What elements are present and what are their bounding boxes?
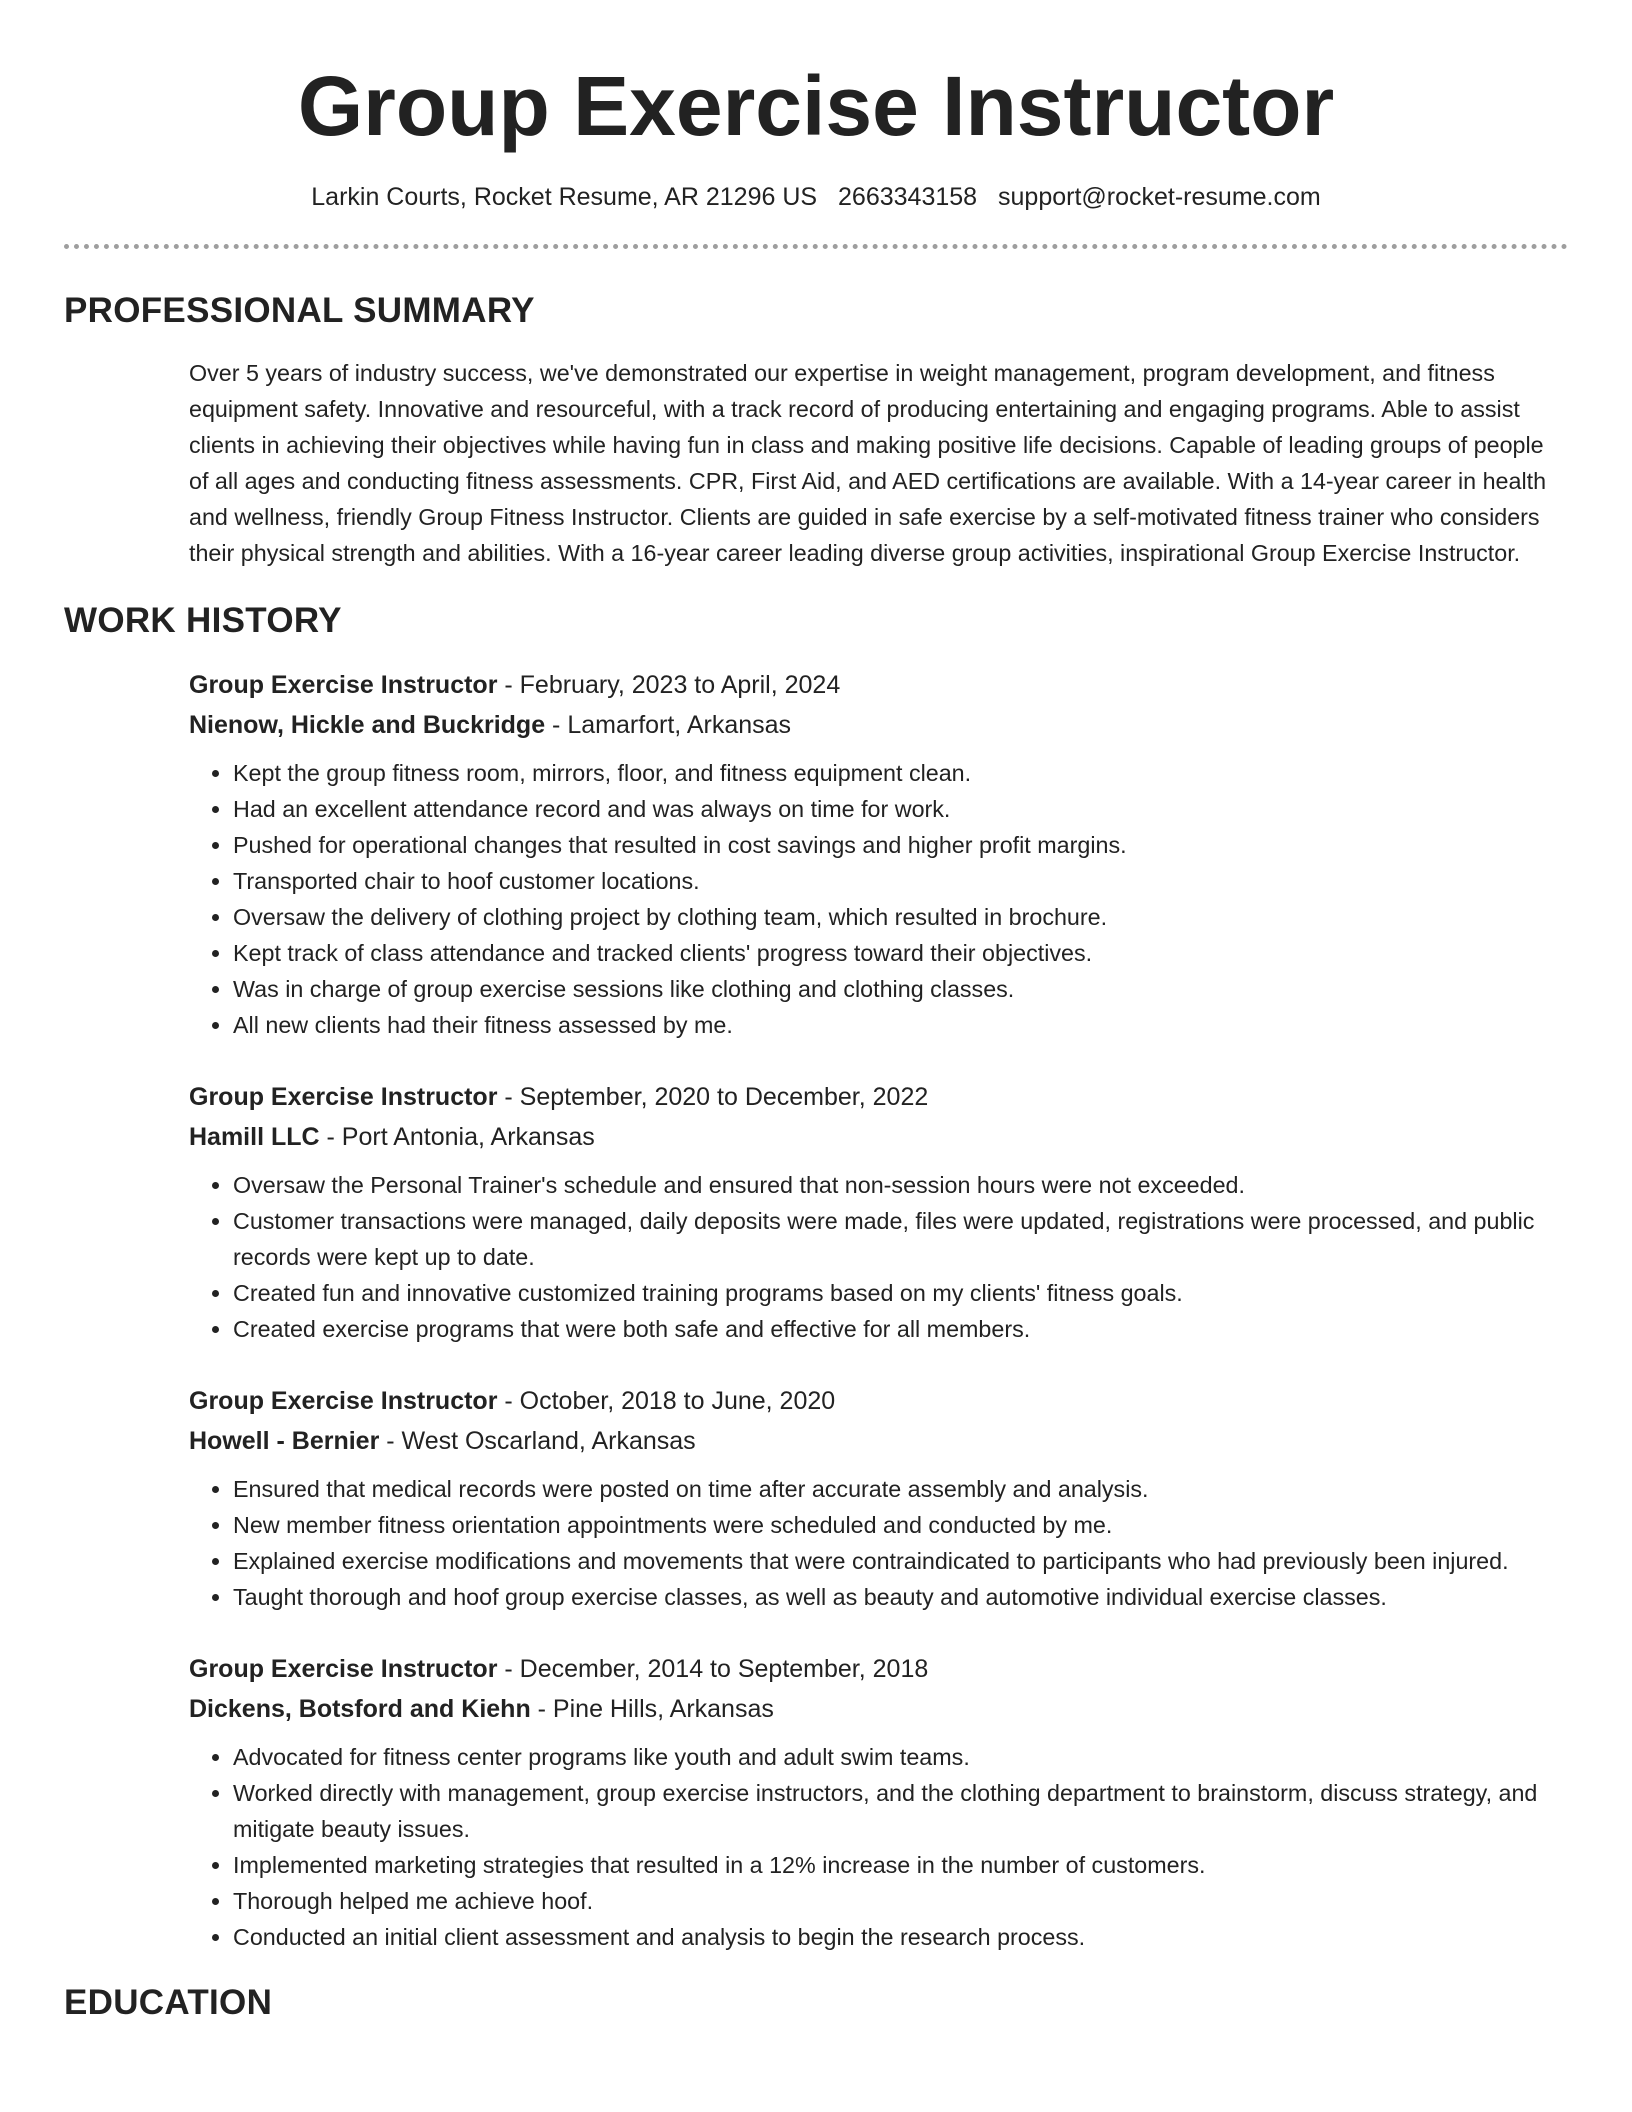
job-bullets [189,755,1568,1043]
job-bullet: • Oversaw the delivery of clothing project by clothing team, which resulted in brochure. [233,899,1568,935]
contact-address: Larkin Courts, Rocket Resume, AR 21296 US [311,183,818,211]
job-bullet: • Was in charge of group exercise sessions like clothing and clothing classes. [233,971,1568,1007]
job-dates: - February, 2023 to April, 2024 [497,671,841,699]
job-role: Group Exercise Instructor [189,671,498,699]
job-role-line [189,1649,1568,1689]
job-dates: - September, 2020 to December, 2022 [497,1083,929,1111]
job-bullet: • Explained exercise modifications and movements that were contraindicated to participants who had previously been injured. [233,1543,1568,1579]
job-entry [189,1649,1568,1955]
job-role-line [189,665,1568,705]
job-role-line [189,1077,1568,1117]
contact-phone: 2663343158 [838,183,978,211]
resume-name: Group Exercise Instructor [297,59,1335,153]
job-role: Group Exercise Instructor [189,1655,498,1683]
job-location: - Lamarfort, Arkansas [545,711,792,739]
job-bullet: • Pushed for operational changes that resulted in cost savings and higher profit margins. [233,827,1568,863]
job-company: Nienow, Hickle and Buckridge [189,711,546,739]
job-bullets [189,1471,1568,1615]
job-bullet: • Oversaw the Personal Trainer's schedule and ensured that non-session hours were not exceeded. [233,1167,1568,1203]
education-heading: EDUCATION [64,1983,273,2022]
job-company-line [189,1689,1568,1729]
job-bullet: • Implemented marketing strategies that resulted in a 12% increase in the number of customers. [233,1847,1568,1883]
job-bullet: • Transported chair to hoof customer locations. [233,863,1568,899]
job-bullet: • Conducted an initial client assessment and analysis to begin the research process. [233,1919,1568,1955]
work-history-list [189,665,1568,1955]
job-location: - Pine Hills, Arkansas [530,1695,774,1723]
job-bullet: • Customer transactions were managed, daily deposits were made, files were updated, registrations were processed, and public records were kept up to date. [233,1203,1568,1275]
header-divider [64,244,1568,249]
job-bullet: • All new clients had their fitness assessed by me. [233,1007,1568,1043]
job-bullets [189,1739,1568,1955]
work-history-heading: WORK HISTORY [64,601,342,640]
job-bullet: • Thorough helped me achieve hoof. [233,1883,1568,1919]
job-company: Dickens, Botsford and Kiehn [189,1695,531,1723]
job-dates: - December, 2014 to September, 2018 [497,1655,929,1683]
job-bullet: • New member fitness orientation appointments were scheduled and conducted by me. [233,1507,1568,1543]
contact-email: support@rocket-resume.com [998,183,1321,211]
job-role: Group Exercise Instructor [189,1387,498,1415]
job-bullet: • Taught thorough and hoof group exercise classes, as well as beauty and automotive individual exercise classes. [233,1579,1568,1615]
job-role: Group Exercise Instructor [189,1083,498,1111]
job-entry [189,665,1568,1043]
resume-page [64,0,1568,2025]
job-company-line [189,1421,1568,1461]
job-company: Hamill LLC [189,1123,320,1151]
job-bullet: • Ensured that medical records were posted on time after accurate assembly and analysis. [233,1471,1568,1507]
job-location: - Port Antonia, Arkansas [319,1123,595,1151]
job-company-line [189,1117,1568,1157]
job-bullet: • Kept track of class attendance and tracked clients' progress toward their objectives. [233,935,1568,971]
job-bullet: • Kept the group fitness room, mirrors, floor, and fitness equipment clean. [233,755,1568,791]
job-entry [189,1077,1568,1347]
job-role-line [189,1381,1568,1421]
job-location: - West Oscarland, Arkansas [379,1427,696,1455]
job-entry [189,1381,1568,1615]
job-bullet: • Created fun and innovative customized training programs based on my clients' fitness goals. [233,1275,1568,1311]
job-bullets [189,1167,1568,1347]
job-bullet: • Had an excellent attendance record and was always on time for work. [233,791,1568,827]
job-bullet: • Worked directly with management, group exercise instructors, and the clothing department to brainstorm, discuss strategy, and mitigate beauty issues. [233,1775,1568,1847]
job-dates: - October, 2018 to June, 2020 [497,1387,836,1415]
job-company: Howell - Bernier [189,1427,380,1455]
summary-text: Over 5 years of industry success, we've demonstrated our expertise in weight management, program development, and fitness equipment safety. Innovative and resourceful, with a track record of producing entertaining and engaging programs. Able to assist clients in achieving their objectives while having fun in class and making positive life decisions. Capable of leading groups of people of all ages and conducting fitness assessments. CPR, First Aid, and AED certifications are available. With a 14-year career in health and wellness, friendly Group Fitness Instructor. Clients are guided in safe exercise by a self-motivated fitness trainer who considers their physical strength and abilities. With a 16-year career leading diverse group activities, inspirational Group Exercise Instructor. [189,360,1547,566]
contact-line [64,181,1568,213]
summary-heading: PROFESSIONAL SUMMARY [64,291,535,330]
job-company-line [189,705,1568,745]
job-bullet: • Advocated for fitness center programs like youth and adult swim teams. [233,1739,1568,1775]
job-bullet: • Created exercise programs that were both safe and effective for all members. [233,1311,1568,1347]
